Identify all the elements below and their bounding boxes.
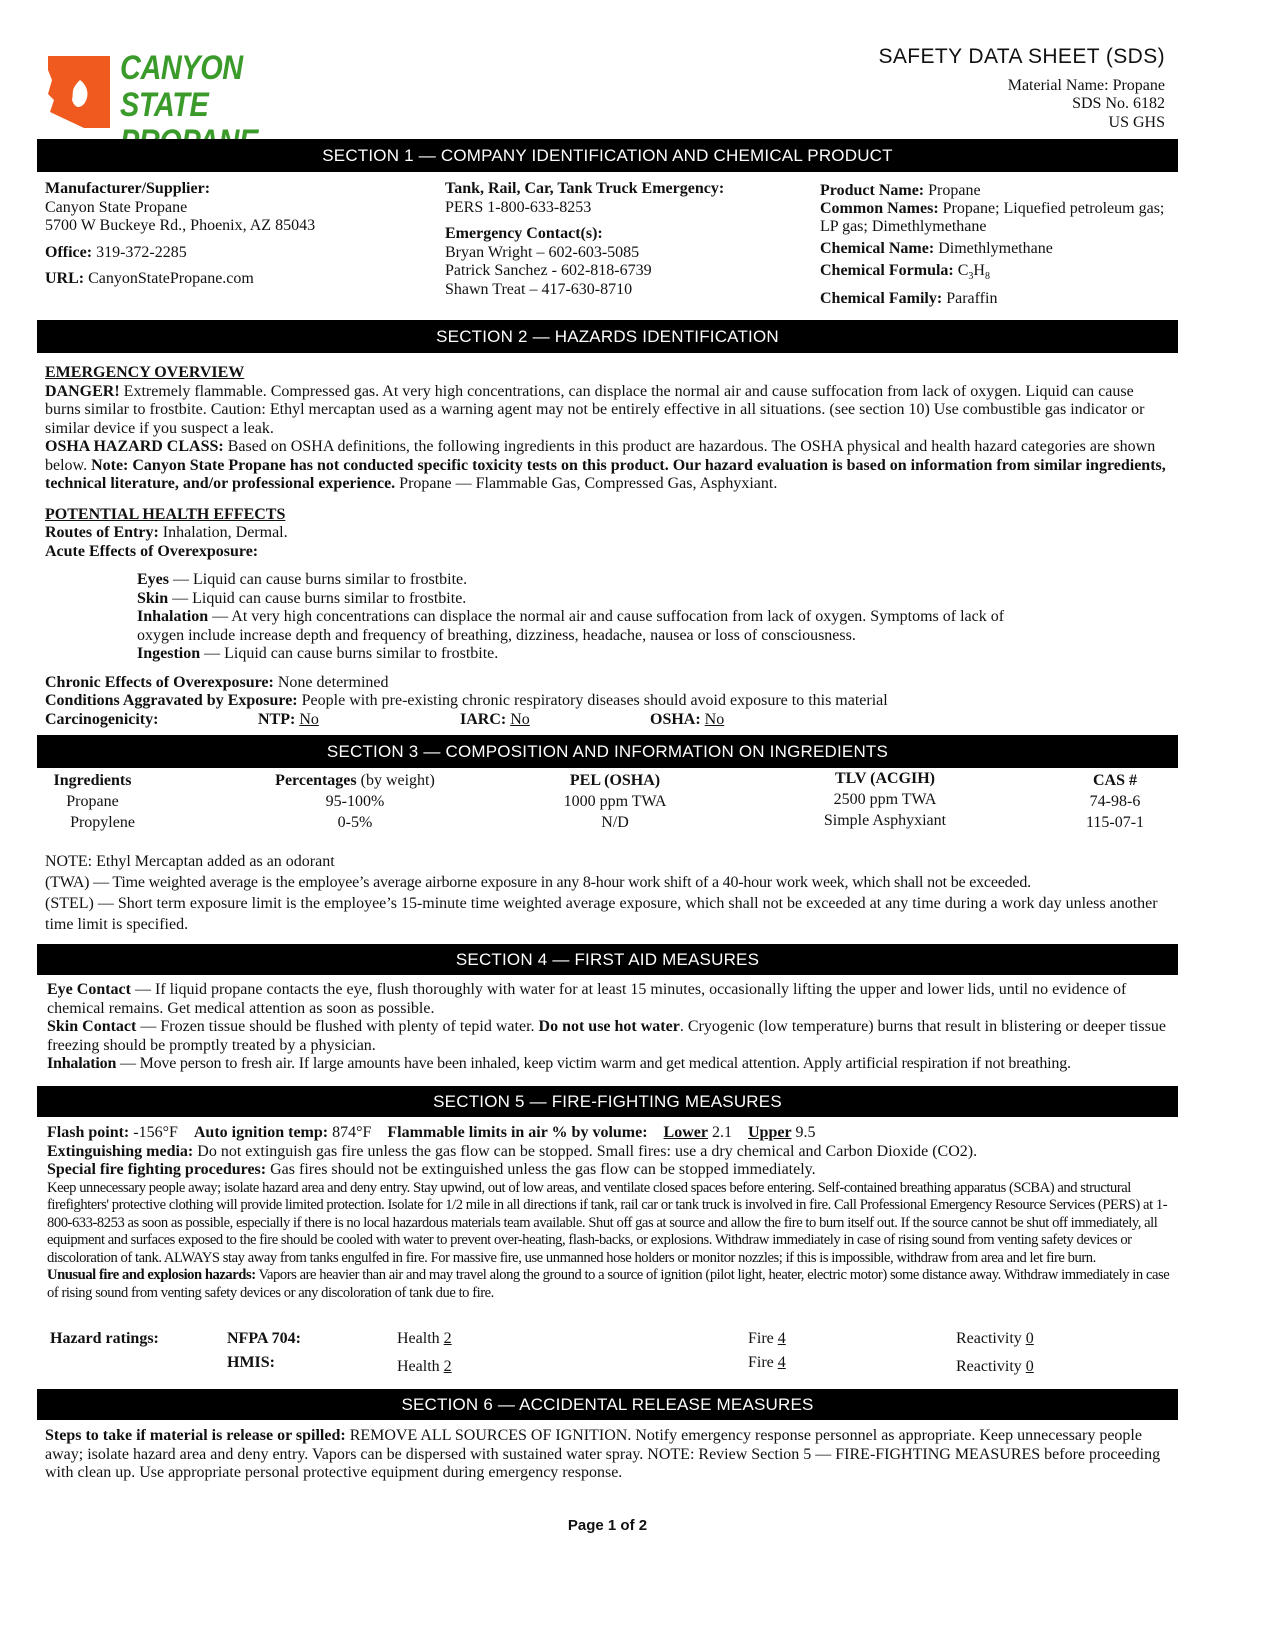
label: Common Names: [820,200,939,217]
product-name: Propane [928,182,981,199]
emergency-overview-heading: EMERGENCY OVERVIEW [45,364,245,381]
manufacturer-address: 5700 W Buckeye Rd., Phoenix, AZ 85043 [45,217,316,234]
chronic-effects: None determined [277,673,389,691]
label: DANGER! [45,382,120,400]
conditions-aggravated: People with pre-existing chronic respiratory diseases should avoid exposure to this material [301,692,888,709]
label: Tank, Rail, Car, Tank Truck Emergency: [445,180,725,197]
label: Chronic Effects of Overexposure: [45,673,274,691]
section-1-header: SECTION 1 — COMPANY IDENTIFICATION AND CHEMICAL PRODUCT [37,139,1178,172]
sds-number: SDS No. 6182 [1072,95,1165,112]
section-6-header: SECTION 6 — ACCIDENTAL RELEASE MEASURES [37,1389,1178,1420]
section-2-header: SECTION 2 — HAZARDS IDENTIFICATION [37,320,1178,353]
odorant-note: NOTE: Ethyl Mercaptan added as an odorant [45,853,335,870]
health-effects-heading: POTENTIAL HEALTH EFFECTS [45,505,286,523]
label: Chemical Name: [820,240,935,257]
product-block [820,182,1175,308]
label: Chemical Family: [820,290,943,308]
label: Emergency Contact(s): [445,225,603,242]
material-name: Material Name: Propane [1007,76,1165,94]
unusual-hazards: Vapors are heavier than air and may travel along the ground to a source of ignition (pilot light, heater, electric motor) some distance away. Withdraw immediately in case of rising sound from venting safety devices or any discoloration of tank due to fire. [47,1267,1170,1302]
first-aid-block [47,981,1167,1074]
label: Acute Effects of Overexposure: [45,542,259,560]
composition-notes [45,851,1165,935]
logo-line1: CANYON STATE [120,49,243,124]
extinguishing-media: Do not extinguish gas fire unless the gas flow can be stopped. Small fires: use a dry chemical and Carbon Dioxide (CO2). [197,1142,978,1160]
label: Conditions Aggravated by Exposure: [45,692,298,709]
acute-effect: Skin — Liquid can cause burns similar to frostbite. [137,589,467,607]
contact: Patrick Sanchez - 602-818-6739 [445,262,652,279]
flammability-row: Flash point: -156°F Auto ignition temp: 874°F Flammable limits in air % by volume: Lower 2.1 Upper 9.5 [47,1124,816,1141]
hazards-block [45,364,1170,729]
stel-note: (STEL) — Short term exposure limit is the employee’s 15-minute time weighted average exposure, which shall not be exceeded at any time during a work day unless another time limit is specified. [45,895,1158,933]
manufacturer-name: Canyon State Propane [45,198,188,216]
twa-note: (TWA) — Time weighted average is the employee’s average airborne exposure in any 8-hour work shift of a 40-hour work week, which shall not be exceeded. [45,874,1031,891]
label: Product Name: [820,182,925,199]
label: URL: [45,270,85,287]
warning-text: Do not use hot water [538,1018,680,1035]
company-url[interactable]: CanyonStatePropane.com [88,270,254,287]
release-block [45,1427,1170,1483]
manufacturer-block [45,180,405,289]
hazard-ratings: Hazard ratings: NFPA 704: Health 2 Fire 4 Reactivity 0 HMIS: Health 2 Fire 4 Reactivity 0 [50,1330,1034,1375]
skin-contact-text: — Frozen tissue should be flushed with plenty of tepid water. [140,1018,535,1035]
label: Skin Contact [47,1018,137,1035]
inhalation-text: — Move person to fresh air. If large amounts have been inhaled, keep victim warm and get medical attention. Apply artificial respiration if not breathing. [119,1055,1071,1072]
arizona-flame-icon [44,50,124,130]
label: Hazard ratings: [50,1330,159,1347]
fire-fighting-block [47,1124,1172,1303]
routes-of-entry: Inhalation, Dermal. [162,524,288,541]
hazard-classes: Propane — Flammable Gas, Compressed Gas, Asphyxiant. [399,475,778,492]
acute-effect: Eyes — Liquid can cause burns similar to frostbite. [137,571,468,588]
section-5-header: SECTION 5 — FIRE-FIGHTING MEASURES [37,1086,1178,1117]
document-header [878,45,1165,132]
emergency-block [445,180,805,299]
common-names: Propane; Liquefied petroleum gas; LP gas; Dimethlymethane [820,200,1165,235]
section-3-header: SECTION 3 — COMPOSITION AND INFORMATION ON INGREDIENTS [37,735,1178,768]
label: Unusual fire and explosion hazards: [47,1267,256,1284]
label: Inhalation [47,1055,117,1072]
skin-contact-text: . Cryogenic (low temperature) burns that result in blistering or deeper tissue freezing should be promptly treated by a physician. [47,1018,1166,1054]
eye-contact-text: — If liquid propane contacts the eye, flush thoroughly with water for at least 15 minutes, occasionally lifting the upper and lower lids, until no evidence of chemical remains. Get medical attention as soon as possible. [47,981,1127,1017]
special-procedures: Gas fires should not be extinguished unless the gas flow can be stopped immediately. [270,1161,816,1178]
page-number: Page 1 of 2 [567,1517,648,1534]
label: Special fire fighting procedures: [47,1161,267,1178]
label: Eye Contact [47,981,131,998]
acute-effect: Inhalation — At very high concentrations can displace the normal air and cause suffocation from lack of oxygen. Symptoms of lack of oxygen include increase depth and frequency of breathing, dizziness, headache, nausea or loss of consciousness. [137,608,1005,644]
release-steps: REMOVE ALL SOURCES OF IGNITION. Notify emergency response personnel as appropriate. Keep unnecessary people away; isolate hazard area and deny entry. Vapors can be dispersed with sustained water spray. NOTE: Review Section 5 — FIRE-FIGHTING MEASURES before proceeding with clean up. Use appropriate personal protective equipment during emergency response. [45,1427,1161,1481]
chemical-formula: $C_3H_8$ [957,262,990,283]
label: Steps to take if material is release or spilled: [45,1427,346,1444]
label: Manufacturer/Supplier: [45,180,211,197]
emergency-phone: PERS 1-800-633-8253 [445,198,592,216]
contact: Shawn Treat – 417-630-8710 [445,280,633,298]
note-text: Note: Canyon State Propane has not conducted specific toxicity tests on this product. Our hazard evaluation is based on information from similar ingredients, technical literature, and/or professional experience. [45,456,1166,492]
company-logo [44,42,344,132]
carcinogenicity-row: Carcinogenicity: NTP: No IARC: No OSHA: No [45,710,725,728]
office-phone: 319-372-2285 [96,243,187,261]
fire-procedures-text: Keep unnecessary people away; isolate hazard area and deny entry. Stay upwind, out of low areas, and ventilate closed spaces before entering. Self-contained breathing apparatus (SCBA) and structural firefighters' protective clothing will provide limited protection. Isolate for 1/2 mile in all directions if tank, rail car or tank truck is involved in fire. Call Professional Emergency Resource Services (PERS) at 1-800-633-8253 as soon as possible, especially if there is no local hazardous materials team available. Shut off gas at source and allow the fire to burn itself out. If the source cannot be shut off immediately, all equipment and surfaces exposed to the fire should be cooled with water to prevent over-heating, flash-backs, or explosions. Withdraw immediately in case of rising sound from venting safety devices or discoloration of tank. ALWAYS stay away from tanks engulfed in fire. For massive fire, use unmanned hose holders or monitor nozzles; if this is impossible, withdraw from area and let fire burn. [47,1179,1168,1266]
label: Routes of Entry: [45,524,159,541]
danger-text: Extremely flammable. Compressed gas. At very high concentrations, can displace the normal air and cause suffocation from lack of oxygen. Liquid can cause burns similar to frostbite. Caution: Ethyl mercaptan used as a warning agent may not be entirely effective in all situations. (see section 10) Use combustible gas indicator or similar device if you suspect a leak. [45,382,1145,437]
chemical-family: Paraffin [946,290,998,308]
chemical-name: Dimethlymethane [938,240,1053,257]
acute-effect: Ingestion — Liquid can cause burns similar to frostbite. [137,645,499,662]
label: Office: [45,243,93,261]
standard: US GHS [1108,113,1165,131]
contact: Bryan Wright – 602-603-5085 [445,243,640,261]
ingredients-table: Ingredients Percentages (by weight) PEL (OSHA) TLV (ACGIH) CAS # Propane 95-100% 1000 ppm TWA 2500 ppm TWA 74-98-6 Propylene 0-5% N/D Simple Asphyxiant 115-07-1 [53,770,1145,831]
osha-text: Based on OSHA definitions, the following ingredients in this product are hazardous. The OSHA physical and health hazard categories are shown below. [45,438,1156,474]
document-title: SAFETY DATA SHEET (SDS) [878,45,1165,68]
label: Extinguishing media: [47,1142,194,1160]
label: Chemical Formula: [820,262,954,279]
section-4-header: SECTION 4 — FIRST AID MEASURES [37,944,1178,975]
label: OSHA HAZARD CLASS: [45,438,224,455]
